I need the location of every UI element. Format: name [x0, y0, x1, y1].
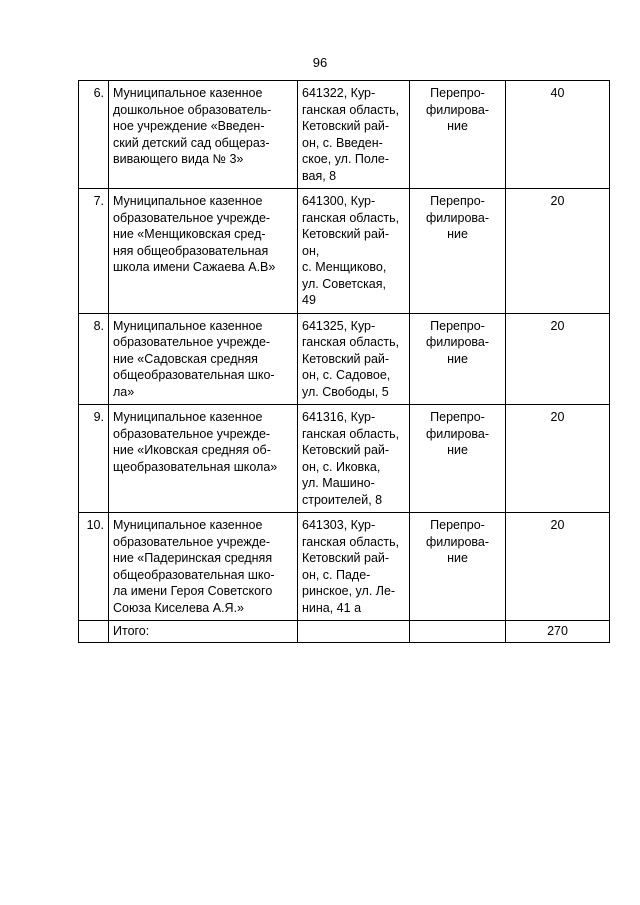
table-row: [79, 81, 610, 189]
places-count: 40: [506, 81, 610, 189]
total-number-cell: [79, 621, 109, 643]
total-places-count: 270: [506, 621, 610, 643]
places-count: 20: [506, 189, 610, 314]
places-count: 20: [506, 313, 610, 405]
places-count: 20: [506, 513, 610, 621]
table-row: [79, 405, 610, 513]
institution-name: Муниципальное казенное образовательное учрежде- ние «Менщиковская сред- няя общеобразовательная школа имени Сажаева А.В»: [109, 189, 298, 314]
total-label: Итого:: [109, 621, 298, 643]
work-type: Перепро- филирова- ние: [410, 405, 506, 513]
row-number: 7.: [79, 189, 109, 314]
table-row: [79, 189, 610, 314]
institution-address: 641322, Кур- ганская область, Кетовский рай- он, с. Введен- ское, ул. Поле- вая, 8: [298, 81, 410, 189]
institution-name: Муниципальное казенное образовательное учрежде- ние «Иковская средняя об- щеобразовательная школа»: [109, 405, 298, 513]
institution-name: Муниципальное казенное образовательное учрежде- ние «Садовская средняя общеобразовательная шко- ла»: [109, 313, 298, 405]
row-number: 8.: [79, 313, 109, 405]
row-number: 9.: [79, 405, 109, 513]
row-number: 10.: [79, 513, 109, 621]
total-row: [79, 621, 610, 643]
places-count: 20: [506, 405, 610, 513]
institution-name: Муниципальное казенное образовательное учрежде- ние «Падеринская средняя общеобразовательная шко- ла имени Героя Советского Союза Киселева А.Я.»: [109, 513, 298, 621]
total-kind-cell: [410, 621, 506, 643]
institution-address: 641300, Кур- ганская область, Кетовский рай- он, с. Менщиково, ул. Советская, 49: [298, 189, 410, 314]
work-type: Перепро- филирова- ние: [410, 513, 506, 621]
institution-address: 641316, Кур- ганская область, Кетовский рай- он, с. Иковка, ул. Машино- строителей, 8: [298, 405, 410, 513]
work-type: Перепро- филирова- ние: [410, 313, 506, 405]
work-type: Перепро- филирова- ние: [410, 189, 506, 314]
table-row: [79, 313, 610, 405]
institutions-table: [78, 80, 610, 643]
institution-address: 641303, Кур- ганская область, Кетовский рай- он, с. Паде- ринское, ул. Ле- нина, 41 а: [298, 513, 410, 621]
table-row: [79, 513, 610, 621]
institution-address: 641325, Кур- ганская область, Кетовский рай- он, с. Садовое, ул. Свободы, 5: [298, 313, 410, 405]
work-type: Перепро- филирова- ние: [410, 81, 506, 189]
institution-name: Муниципальное казенное дошкольное образователь- ное учреждение «Введен- ский детский сад общераз- вивающего вида № 3»: [109, 81, 298, 189]
total-address-cell: [298, 621, 410, 643]
page-number: 96: [312, 55, 328, 70]
row-number: 6.: [79, 81, 109, 189]
